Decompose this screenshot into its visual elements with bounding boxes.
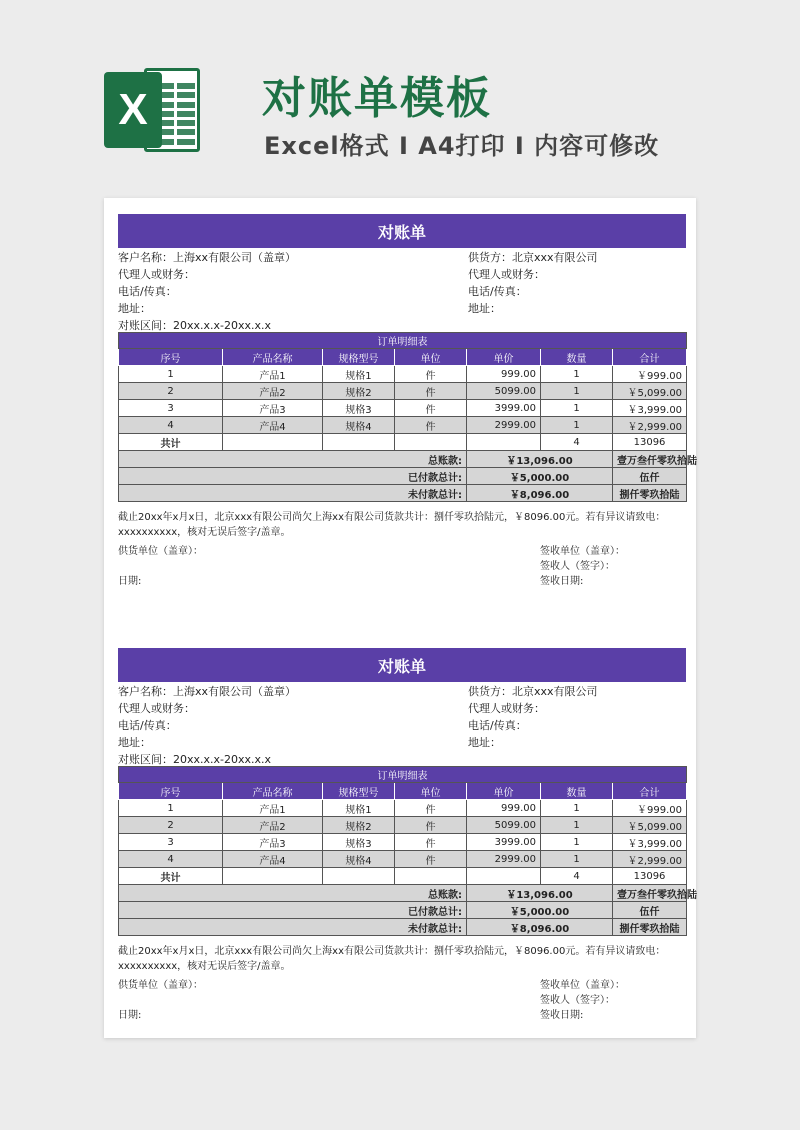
date-label: 日期: [118,1010,142,1021]
cell-spec: 规格4 [323,851,395,868]
cell-qty: 1 [541,366,613,383]
total-amount: 13096 [613,434,687,451]
table-row [119,834,687,851]
signature-block [118,976,686,1042]
summary-row [119,451,687,468]
order-detail-table [118,332,697,502]
empty-cell [467,434,541,451]
customer-name: 客户名称：上海xx有限公司（盖章） [118,251,297,264]
cell-price: 999.00 [467,366,541,383]
signature-block [118,542,686,608]
cell-index: 2 [119,817,223,834]
summary-amount: ￥8,096.00 [467,485,613,502]
receive-date: 签收日期: [540,576,584,587]
cell-qty: 1 [541,851,613,868]
summary-row [119,468,687,485]
cell-product: 产品1 [223,800,323,817]
cell-spec: 规格1 [323,366,395,383]
detail-table-title: 订单明细表 [119,333,687,349]
date-label: 日期: [118,576,142,587]
col-header: 规格型号 [323,783,395,800]
table-row [119,383,687,400]
cell-total: ￥3,999.00 [613,400,687,417]
customer-address: 地址： [118,736,151,749]
total-qty: 4 [541,868,613,885]
receiver-person: 签收人（签字）： [540,995,615,1006]
cell-spec: 规格1 [323,800,395,817]
cell-qty: 1 [541,417,613,434]
summary-label: 未付款总计: [119,919,467,936]
cell-qty: 1 [541,834,613,851]
customer-agent: 代理人或财务： [118,268,195,281]
receiver-person: 签收人（签字）： [540,561,615,572]
cell-index: 3 [119,834,223,851]
summary-label: 已付款总计: [119,468,467,485]
summary-words: 伍仟 [613,468,687,485]
cell-price: 3999.00 [467,400,541,417]
order-detail-table [118,766,697,936]
customer-phone: 电话/传真： [118,719,177,732]
table-row [119,400,687,417]
cell-unit: 件 [395,383,467,400]
party-info [118,248,686,332]
cell-unit: 件 [395,851,467,868]
cell-unit: 件 [395,417,467,434]
cell-price: 5099.00 [467,383,541,400]
total-qty: 4 [541,434,613,451]
summary-words: 伍仟 [613,902,687,919]
statement-period: 对账区间：20xx.x.x-20xx.x.x [118,753,272,766]
cell-price: 5099.00 [467,817,541,834]
summary-row [119,919,687,936]
customer-address: 地址： [118,302,151,315]
empty-cell [223,868,323,885]
cell-spec: 规格3 [323,400,395,417]
supplier-address: 地址： [468,736,501,749]
notice-line: xxxxxxxxxx，核对无误后签字/盖章。 [118,527,291,538]
excel-x-mark: X [104,72,162,148]
total-row [119,434,687,451]
cell-spec: 规格2 [323,817,395,834]
col-header: 序号 [119,783,223,800]
summary-words: 捌仟零玖拾陆 [613,485,687,502]
supplier-name: 供货方：北京xxx有限公司 [468,685,598,698]
table-header-row [119,783,687,800]
cell-index: 1 [119,800,223,817]
page-header [0,0,800,190]
cell-qty: 1 [541,383,613,400]
balance-notice [118,944,678,974]
supplier-phone: 电话/传真： [468,285,527,298]
cell-price: 3999.00 [467,834,541,851]
cell-unit: 件 [395,834,467,851]
cell-index: 1 [119,366,223,383]
notice-line: 截止20xx年x月x日，北京xxx有限公司尚欠上海xx有限公司货款共计：捌仟零玖拾陆元，￥8096.00元。若有异议请致电： [118,512,666,523]
cell-qty: 1 [541,800,613,817]
cell-total: ￥3,999.00 [613,834,687,851]
template-title: 对账单模板 [262,73,492,124]
col-header: 单价 [467,349,541,366]
col-header: 数量 [541,783,613,800]
table-row [119,366,687,383]
supplier-name: 供货方：北京xxx有限公司 [468,251,598,264]
customer-agent: 代理人或财务： [118,702,195,715]
supplier-agent: 代理人或财务： [468,702,545,715]
table-row [119,800,687,817]
col-header: 合计 [613,349,687,366]
customer-name: 客户名称：上海xx有限公司（盖章） [118,685,297,698]
summary-label: 总账款: [119,885,467,902]
cell-unit: 件 [395,400,467,417]
empty-cell [467,868,541,885]
col-header: 规格型号 [323,349,395,366]
cell-product: 产品2 [223,817,323,834]
cell-index: 4 [119,851,223,868]
col-header: 产品名称 [223,349,323,366]
cell-total: ￥5,099.00 [613,817,687,834]
cell-price: 999.00 [467,800,541,817]
customer-phone: 电话/传真： [118,285,177,298]
supplier-address: 地址： [468,302,501,315]
cell-product: 产品2 [223,383,323,400]
table-row [119,817,687,834]
summary-label: 已付款总计: [119,902,467,919]
empty-cell [395,868,467,885]
cell-total: ￥2,999.00 [613,417,687,434]
cell-price: 2999.00 [467,851,541,868]
notice-line: xxxxxxxxxx，核对无误后签字/盖章。 [118,961,291,972]
total-label: 共计 [119,434,223,451]
cell-product: 产品4 [223,851,323,868]
col-header: 单位 [395,783,467,800]
table-row [119,417,687,434]
cell-total: ￥999.00 [613,800,687,817]
empty-cell [323,434,395,451]
balance-notice [118,510,678,540]
summary-label: 总账款: [119,451,467,468]
col-header: 单位 [395,349,467,366]
cell-product: 产品3 [223,400,323,417]
cell-spec: 规格2 [323,383,395,400]
summary-words: 捌仟零玖拾陆 [613,919,687,936]
table-header-row [119,349,687,366]
cell-index: 2 [119,383,223,400]
summary-row [119,902,687,919]
cell-index: 4 [119,417,223,434]
cell-qty: 1 [541,817,613,834]
empty-cell [323,868,395,885]
cell-spec: 规格3 [323,834,395,851]
col-header: 单价 [467,783,541,800]
summary-amount: ￥5,000.00 [467,468,613,485]
summary-words: 壹万叁仟零玖拾陆 [613,885,687,902]
summary-amount: ￥8,096.00 [467,919,613,936]
supplier-phone: 电话/传真： [468,719,527,732]
table-row [119,851,687,868]
col-header: 合计 [613,783,687,800]
statement-title: 对账单 [118,648,686,682]
cell-unit: 件 [395,800,467,817]
document-paper [104,198,696,1038]
statement-sheet-2 [118,648,697,1042]
cell-price: 2999.00 [467,417,541,434]
empty-cell [223,434,323,451]
notice-line: 截止20xx年x月x日，北京xxx有限公司尚欠上海xx有限公司货款共计：捌仟零玖拾陆元，￥8096.00元。若有异议请致电： [118,946,666,957]
total-amount: 13096 [613,868,687,885]
cell-total: ￥2,999.00 [613,851,687,868]
summary-words: 壹万叁仟零玖拾陆 [613,451,687,468]
total-row [119,868,687,885]
cell-total: ￥5,099.00 [613,383,687,400]
cell-unit: 件 [395,366,467,383]
receive-date: 签收日期: [540,1010,584,1021]
summary-label: 未付款总计: [119,485,467,502]
statement-title: 对账单 [118,214,686,248]
supplier-sign: 供货单位（盖章）： [118,980,203,991]
detail-table-title: 订单明细表 [119,767,687,783]
empty-cell [395,434,467,451]
col-header: 数量 [541,349,613,366]
cell-spec: 规格4 [323,417,395,434]
col-header: 序号 [119,349,223,366]
cell-product: 产品1 [223,366,323,383]
cell-index: 3 [119,400,223,417]
col-header: 产品名称 [223,783,323,800]
cell-total: ￥999.00 [613,366,687,383]
receiver-unit: 签收单位（盖章）： [540,546,625,557]
summary-row [119,485,687,502]
supplier-sign: 供货单位（盖章）： [118,546,203,557]
cell-product: 产品4 [223,417,323,434]
supplier-agent: 代理人或财务： [468,268,545,281]
cell-product: 产品3 [223,834,323,851]
template-subtitle: Excel格式 I A4打印 I 内容可修改 [264,132,660,160]
cell-unit: 件 [395,817,467,834]
total-label: 共计 [119,868,223,885]
party-info [118,682,686,766]
summary-amount: ￥5,000.00 [467,902,613,919]
statement-period: 对账区间：20xx.x.x-20xx.x.x [118,319,272,332]
cell-qty: 1 [541,400,613,417]
receiver-unit: 签收单位（盖章）： [540,980,625,991]
excel-logo-icon [104,64,204,156]
summary-amount: ￥13,096.00 [467,451,613,468]
summary-amount: ￥13,096.00 [467,885,613,902]
statement-sheet-1 [118,214,697,608]
summary-row [119,885,687,902]
